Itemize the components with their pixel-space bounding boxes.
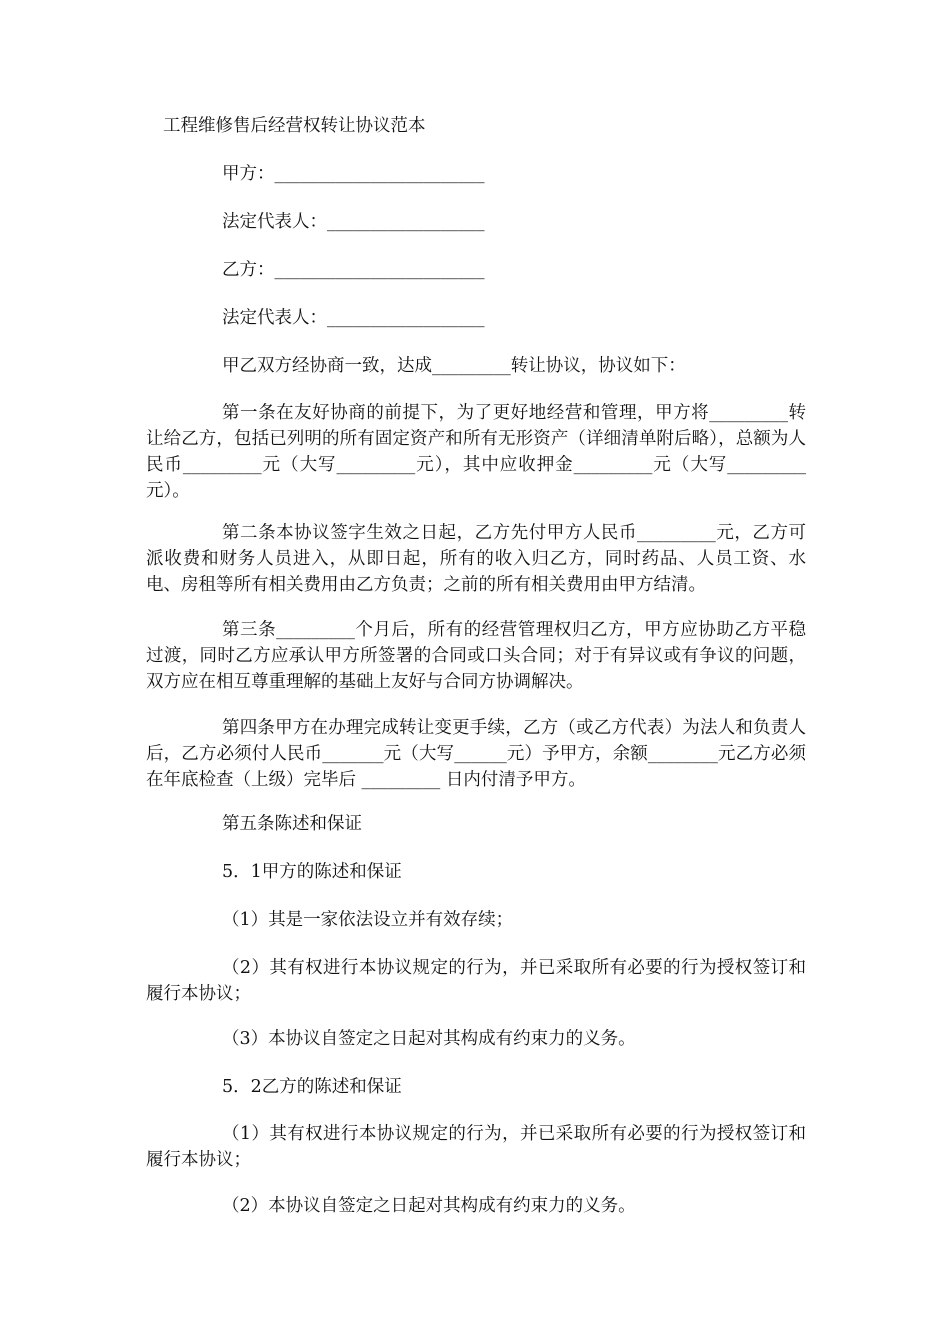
section-5-1-item-2: （2）其有权进行本协议规定的行为，并已采取所有必要的行为授权签订和履行本协议； [146, 958, 806, 1004]
article-2: 第二条本协议签字生效之日起，乙方先付甲方人民币_________元，乙方可派收费和财务人员进入，从即日起，所有的收入归乙方，同时药品、人员工资、水电、房租等所有相关费用由乙方负责；之前的所有相关费用由甲方结清。 [146, 523, 806, 595]
agreement-intro: 甲乙双方经协商一致，达成_________转让协议，协议如下： [222, 356, 686, 376]
section-5-2-item-2: （2）本协议自签定之日起对其构成有约束力的义务。 [222, 1196, 636, 1216]
section-5-1-heading: 5．1甲方的陈述和保证 [222, 862, 402, 882]
section-5-1-item-1: （1）其是一家依法设立并有效存续； [222, 910, 514, 930]
article-4: 第四条甲方在办理完成转让变更手续，乙方（或乙方代表）为法人和负责人后，乙方必须付人民币_______元（大写______元）予甲方，余额________元乙方必须在年底检查（上级）完毕后 _________ 日内付清予甲方。 [146, 718, 806, 790]
section-5-2-item-1: （1）其有权进行本协议规定的行为，并已采取所有必要的行为授权签订和履行本协议； [146, 1124, 806, 1170]
article-3: 第三条_________个月后，所有的经营管理权归乙方，甲方应协助乙方平稳过渡，同时乙方应承认甲方所签署的合同或口头合同；对于有异议或有争议的问题，双方应在相互尊重理解的基础上友好与合同方协调解决。 [146, 620, 806, 692]
article-5-heading: 第五条陈述和保证 [222, 814, 362, 834]
section-5-1-item-3: （3）本协议自签定之日起对其构成有约束力的义务。 [222, 1029, 636, 1049]
section-5-2-heading: 5．2乙方的陈述和保证 [222, 1077, 402, 1097]
party-b-line: 乙方：________________________ [222, 260, 485, 280]
document-title: 工程维修售后经营权转让协议范本 [163, 116, 426, 136]
article-1: 第一条在友好协商的前提下，为了更好地经营和管理，甲方将_________转让给乙方，包括已列明的所有固定资产和所有无形资产（详细清单附后略），总额为人民币_________元（大写_________元），其中应收押金_________元（大写_________元）。 [146, 403, 806, 501]
party-a-representative-line: 法定代表人：__________________ [222, 212, 485, 232]
party-b-representative-line: 法定代表人：__________________ [222, 308, 485, 328]
party-a-line: 甲方：________________________ [222, 164, 485, 184]
